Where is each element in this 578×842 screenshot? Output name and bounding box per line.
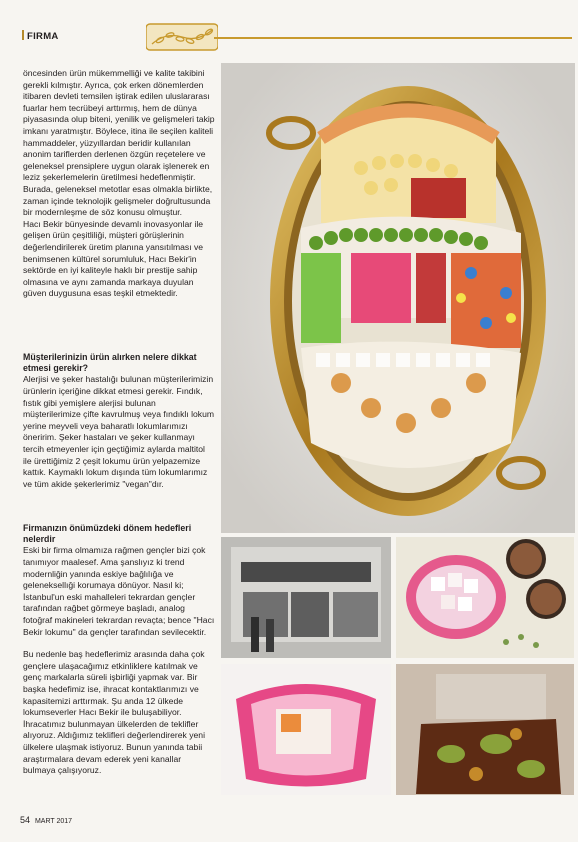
subheading: Müşterilerinizin ürün alırken nelere dikkat etmesi gerekir? [23, 352, 197, 374]
page-number: 54 [20, 815, 31, 825]
article-column-2 [23, 352, 215, 490]
article-column-3 [23, 523, 215, 777]
paragraph: Hacı Bekir bünyesinde devamlı inovasyonlar ile gelişen ürün çeşitliliği, müşteri görüşlerinin değerlendirilerek üretim planına yansıtılması ve benimsenen kültürel sorumluluk, Hacı Bekir'in sektörde en iyi kaliteyle haklı bir prestije sahip olmasına ve aynı zamanda markaya duyulan güven duygusuna esas teşkil etmektedir. [23, 218, 204, 299]
paragraph: Bu nedenle baş hedeflerimiz arasında daha çok gençlere ulaşacağımız etkinliklere katılmak ve genç markalarla süreli işbirliği yapmak var. Bir başka hedefimiz ise, ihracat kontaktlarımızı ve kapasitemizi arttırmak. Şu anda 12 ülkede lokumseverler Hacı Bekir ile buluşabiliyor. İhracatımız bulunmayan ülkelerden de teklifler alıyoruz. Aldığımız teklifleri değerlendirerek yeni ülkelere ulaşmak istiyoruz. Bunun yanında tabii araştırmalara devam ederek yeni kanallar bulmaya çalışıyoruz. [23, 649, 205, 776]
paragraph: Alerjisi ve şeker hastalığı bulunan müşterilerimizin ürünlerin içeriğine dikkat etmesi gerekir. Fındık, fıstık gibi yemişlere alerjisi bulunan müşterilerimize çifte kavrulmuş veya fındıklı lokum yerine meyveli veya baharatlı lokumlarımızı öneririm. Şeker hastaları ve şeker kullanmayı tercih etmeyenler için geçtiğimiz aylarda maltitol ile ürettiğimiz 2 çeşit lokumu ürün yelpazemize kattık. Kaymaklı lokum dışında tüm lokumlarımız ve tüm akide şekerlerimiz "vegan"dır. [23, 374, 215, 489]
sweets-tray-photo [221, 63, 575, 533]
issue-date: MART 2017 [34, 818, 73, 825]
wheat-ornament-icon [146, 22, 218, 52]
article-column [23, 68, 215, 300]
subheading: Firmanızın önümüzdeki dönem hedefleri nelerdir [23, 523, 192, 545]
section-label: FIRMA [22, 30, 59, 42]
historic-shop-photo [221, 537, 391, 658]
lokum-pink-paper-photo [221, 664, 391, 795]
pistachio-lokum-closeup-photo [396, 664, 574, 795]
turkish-delight-coffee-photo [396, 537, 574, 658]
header-rule [214, 37, 572, 39]
page-footer [20, 815, 72, 825]
paragraph: Eski bir firma olmamıza rağmen gençler bizi çok tanımıyor maalesef. Ama şanslıyız ki trend modernliğin yanında eskiye bağlılığa ve geleneksellıği korumaya dönüyor. Nasıl ki; İstanbul'un eski mahalleleri tekrardan gençler tarafından rağbet görmeye başladı, analog fotoğraf makineleri tekrardan revaçta; bence "Hacı Bekir lokumu" da gençler tarafından sevilecektir. [23, 545, 215, 637]
paragraph: öncesinden ürün mükemmelliği ve kalite takibini gerekli kılmıştır. Ayrıca, çok erken dönemlerden itibaren devleti temsilen iştirak edilen uluslararası fuarlar hem tecrübeyi arttırmış, hem de dünya piyasasında olup biteni, yenilik ve gelişmeleri takip imkanı yaratmıştır. Böylece, itina ile seçilen kaliteli hammaddeler, yüzyıllardan beridir kullanılan anonim tariflerden derlenen özgün reçetelere ve geleneksel prensiplere uygun olarak işlenerek en leziz şekerlemelerin üretilmesi hedeflenmiştir. Burada, geleneksel metotlar esas olmakla birlikte, zaman içinde teknolojik gelişmeler doğrultusunda bir modernleşme de söz konusu olmuştur. [23, 68, 215, 218]
